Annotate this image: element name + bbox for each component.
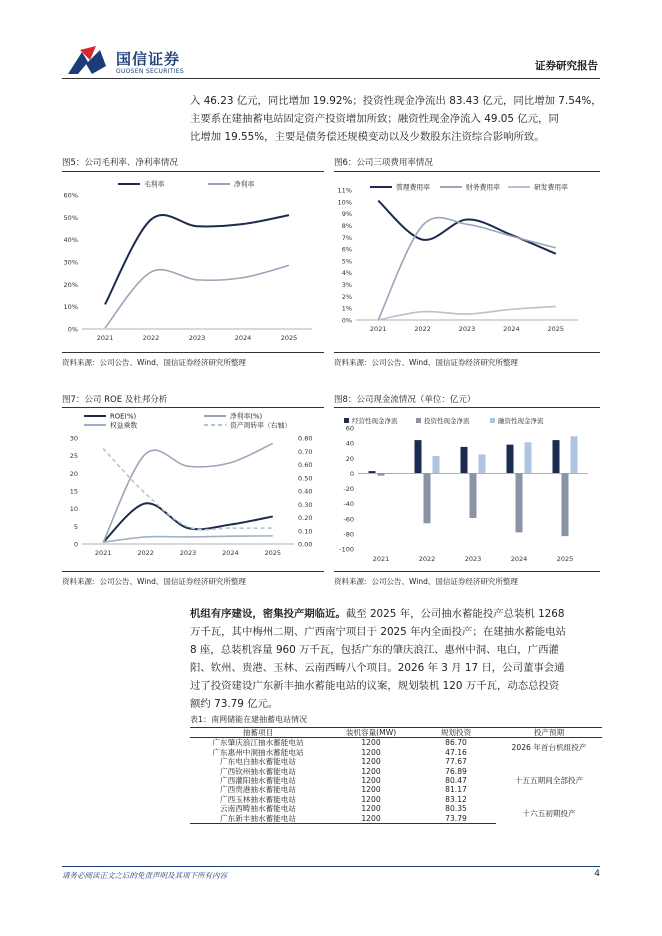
legend-label: 经营性现金净流: [352, 417, 398, 425]
fig5-chart: [62, 174, 324, 350]
y-tick-label: 0%: [67, 325, 78, 334]
y-tick-label: 6%: [341, 245, 352, 254]
fig6-source: 资料来源：公司公告、Wind、国信证券经济研究所整理: [334, 358, 518, 367]
bar: [424, 473, 431, 523]
series-line: [103, 536, 273, 542]
fig6-title: 图6：公司三项费用率情况: [334, 158, 433, 168]
y-tick-label: 40%: [63, 236, 78, 245]
body-line: 过了投资建设广东新丰抽水蓄能电站的议案，规划装机 120 万千瓦，动态总投资: [190, 680, 560, 692]
fig6-bottom-rule: [334, 352, 600, 353]
schedule-cell: 十五五期间全部投产: [514, 776, 584, 786]
table-row: [190, 804, 602, 813]
project-cell: 广东惠州中洞抽水蓄能电站: [212, 747, 304, 757]
footer-disclaimer: 请务必阅读正文之后的免责声明及其项下所有内容: [62, 871, 227, 880]
bar: [415, 440, 422, 473]
legend-label: 研发费用率: [534, 183, 568, 192]
table-row: [190, 757, 602, 766]
legend-label: 权益乘数: [110, 421, 138, 430]
x-tick-label: 2022: [142, 334, 160, 342]
bar: [479, 454, 486, 473]
legend-label: 财务费用率: [466, 183, 500, 192]
capacity-cell: 1200: [326, 814, 416, 824]
x-tick-label: 2023: [458, 325, 476, 333]
investment-cell: 76.89: [445, 766, 467, 776]
legend-label: 资产周转率（右轴）: [230, 421, 292, 430]
series-line: [378, 218, 556, 320]
bar: [571, 436, 578, 473]
capacity-cell: 1200: [361, 804, 381, 814]
x-tick-label: 2023: [179, 549, 197, 557]
body-line: 额约 73.79 亿元。: [190, 698, 279, 710]
y-tick-label: 0%: [341, 316, 352, 325]
legend-label: 净利率(%): [230, 412, 263, 421]
y-tick-label: 0: [349, 469, 354, 478]
body-lead: 机组有序建设，密集投产期临近。: [190, 608, 346, 620]
bar: [507, 445, 514, 474]
bar: [553, 440, 560, 473]
fig5-title: 图5：公司毛利率、净利率情况: [62, 158, 178, 168]
table-header-cell: 抽蓄项目: [190, 728, 326, 738]
investment-cell: 73.79: [416, 814, 496, 824]
y-tick-label: 5%: [341, 257, 352, 266]
investment-cell: 80.47: [445, 776, 467, 786]
table1-title: 表1：南网储能在建抽蓄电站情况: [190, 715, 308, 724]
x-tick-label: 2024: [222, 549, 239, 557]
y-tick-label: 10%: [337, 198, 352, 207]
y-tick-label: 40: [345, 439, 354, 448]
footer-rule: [62, 866, 600, 867]
capacity-cell: 1200: [361, 747, 381, 757]
logo-mark-icon: [66, 44, 112, 80]
legend-swatch: [344, 418, 349, 423]
x-tick-label: 2021: [372, 555, 390, 563]
y-tick-label: 7%: [341, 233, 352, 242]
y-tick-label: 10%: [63, 303, 78, 312]
fig5-source: 资料来源：公司公告、Wind、国信证券经济研究所整理: [62, 358, 246, 367]
y-tick-label: 60%: [63, 191, 78, 200]
legend-label: 毛利率: [144, 180, 165, 189]
legend-swatch: [416, 418, 421, 423]
x-tick-label: 2023: [464, 555, 482, 563]
x-tick-label: 2021: [94, 549, 112, 557]
y-right-tick-label: 0.40: [298, 487, 313, 496]
fig6-chart: [334, 174, 600, 350]
y-tick-label: -60: [343, 515, 354, 524]
fig8-chart: [334, 409, 600, 569]
y-tick-label: 5: [73, 522, 78, 531]
x-tick-label: 2022: [418, 555, 436, 563]
y-tick-label: 20: [69, 469, 78, 478]
y-tick-label: -20: [343, 485, 354, 493]
y-tick-label: 30: [69, 434, 78, 443]
y-tick-label: 15: [69, 487, 78, 496]
body-line: 万千瓦，其中梅州二期、广西南宁项目于 2025 年内全面投产；在建抽水蓄能电站: [190, 626, 566, 638]
project-cell: 广西灌阳抽水蓄能电站: [220, 776, 296, 786]
fig5-bottom-rule: [62, 352, 324, 353]
project-cell: 广西贵港抽水蓄能电站: [220, 785, 296, 795]
fig7-source: 资料来源：公司公告、Wind、国信证券经济研究所整理: [62, 577, 246, 586]
schedule-cell: 2026 年首台机组投产: [511, 743, 587, 753]
x-tick-label: 2024: [510, 555, 528, 563]
series-line: [105, 265, 289, 328]
y-tick-label: 20%: [63, 280, 78, 289]
company-logo: [66, 44, 112, 80]
capacity-cell: 1200: [361, 757, 381, 767]
intro-line: 比增加 19.55%，主要是债务偿还规模变动以及少数股东注资综合影响所致。: [190, 131, 545, 143]
project-cell: 广西钦州抽水蓄能电站: [220, 766, 296, 776]
series-line: [105, 215, 289, 304]
table-header-row: [190, 728, 602, 738]
bar: [433, 456, 440, 473]
report-title: 证券研究报告: [535, 60, 598, 72]
y-tick-label: -40: [343, 500, 354, 509]
series-line: [103, 449, 273, 530]
series-line: [378, 201, 556, 254]
x-tick-label: 2021: [96, 334, 114, 342]
fig8-source: 资料来源：公司公告、Wind、国信证券经济研究所整理: [334, 577, 518, 586]
y-tick-label: 8%: [341, 221, 352, 230]
body-line: 8 座，总装机容量 960 万千瓦，包括广东的肇庆浪江、惠州中洞、电白，广西灌: [190, 644, 559, 656]
y-tick-label: 50%: [63, 213, 78, 222]
table-row: [190, 738, 602, 748]
y-right-tick-label: 0.80: [298, 434, 313, 443]
bar: [562, 473, 569, 536]
fig7-chart: [62, 409, 324, 569]
x-tick-label: 2025: [547, 325, 565, 333]
y-right-tick-label: 0.10: [298, 527, 313, 536]
legend-swatch: [490, 418, 495, 423]
y-tick-label: 9%: [341, 210, 352, 219]
body-paragraph: [190, 605, 610, 713]
y-tick-label: 0: [73, 540, 78, 549]
x-tick-label: 2024: [503, 325, 520, 333]
fig8-bottom-rule: [334, 571, 600, 572]
investment-cell: 81.17: [445, 785, 467, 795]
y-right-tick-label: 0.20: [298, 514, 313, 522]
fig6-top-rule: [334, 171, 600, 172]
y-right-tick-label: 0.50: [298, 474, 313, 483]
investment-cell: 77.67: [445, 757, 467, 767]
header-rule: [62, 78, 600, 79]
legend-label: 净利率: [234, 180, 255, 189]
y-tick-label: 2%: [341, 292, 352, 301]
schedule-cell: 十六五初期投产: [522, 809, 576, 819]
logo-subtitle: GUOSEN SECURITIES: [116, 68, 185, 75]
intro-paragraph: [190, 92, 610, 146]
capacity-cell: 1200: [361, 738, 381, 748]
x-tick-label: 2025: [280, 334, 298, 342]
y-right-tick-label: 0.00: [298, 540, 313, 549]
y-tick-label: -100: [339, 545, 354, 554]
fig8-top-rule: [334, 407, 600, 408]
y-tick-label: -80: [343, 530, 354, 539]
project-cell: 广东新丰抽水蓄能电站: [190, 814, 326, 824]
project-cell: 广东肇庆浪江抽水蓄能电站: [212, 738, 304, 748]
legend-label: 融资性现金净流: [498, 417, 544, 425]
series-line: [378, 306, 556, 320]
y-tick-label: 11%: [337, 186, 352, 195]
intro-line: 入 46.23 亿元，同比增加 19.92%；投资性现金净流出 83.43 亿元，同比增加 7.54%，: [190, 95, 602, 107]
y-right-tick-label: 0.70: [298, 447, 313, 456]
table-header-cell: 规划投资: [416, 728, 496, 738]
bar: [461, 447, 468, 473]
fig7-bottom-rule: [62, 571, 324, 572]
y-right-tick-label: 0.30: [298, 500, 313, 509]
y-tick-label: 25: [69, 452, 78, 461]
y-tick-label: 1%: [341, 304, 352, 313]
body-line: 截至 2025 年，公司抽水蓄能投产总装机 1268: [345, 608, 565, 620]
x-tick-label: 2024: [234, 334, 252, 342]
fig8-title: 图8：公司现金流情况（单位：亿元）: [334, 395, 476, 405]
x-tick-label: 2021: [369, 325, 387, 333]
bar: [470, 473, 477, 518]
y-tick-label: 20: [345, 454, 354, 463]
page-number: 4: [594, 869, 600, 879]
capacity-cell: 1200: [361, 776, 381, 786]
investment-cell: 47.16: [445, 747, 467, 757]
fig7-top-rule: [62, 407, 324, 408]
x-tick-label: 2025: [556, 555, 574, 563]
body-line: 阳、钦州、贵港、玉林、云南西畴八个项目。2026 年 3 月 17 日，公司董事会通: [190, 662, 565, 674]
bar: [516, 473, 523, 532]
x-tick-label: 2025: [264, 549, 282, 557]
intro-line: 主要系在建抽蓄电站固定资产投资增加所致；融资性现金净流入 49.05 亿元，同: [190, 113, 559, 125]
x-tick-label: 2022: [414, 325, 431, 333]
legend-label: 管理费用率: [396, 183, 430, 192]
legend-label: 投资性现金净流: [424, 417, 470, 425]
investment-cell: 83.12: [445, 794, 467, 804]
project-cell: 云南西畴抽水蓄能电站: [220, 804, 296, 814]
investment-cell: 80.35: [445, 804, 467, 814]
y-tick-label: 10: [69, 505, 78, 514]
fig5-top-rule: [62, 171, 324, 172]
table1: [190, 727, 602, 824]
table-header-cell: 装机容量(MW): [326, 728, 416, 738]
bar: [525, 442, 532, 473]
investment-cell: 86.70: [445, 738, 467, 748]
legend-label: ROE(%): [110, 412, 137, 421]
capacity-cell: 1200: [361, 794, 381, 804]
capacity-cell: 1200: [361, 785, 381, 795]
table-header-cell: 投产预期: [496, 728, 602, 738]
y-right-tick-label: 0.60: [298, 461, 313, 469]
y-tick-label: 4%: [341, 269, 352, 278]
y-tick-label: 30%: [63, 258, 78, 267]
fig7-title: 图7：公司 ROE 及杜邦分析: [62, 395, 168, 405]
project-cell: 广东电白抽水蓄能电站: [220, 757, 296, 767]
project-cell: 广西玉林抽水蓄能电站: [220, 794, 296, 804]
y-tick-label: 3%: [341, 281, 352, 290]
x-tick-label: 2022: [137, 549, 154, 557]
x-tick-label: 2023: [188, 334, 206, 342]
y-tick-label: 60: [345, 424, 354, 433]
logo-text: 国信证券: [116, 50, 181, 68]
capacity-cell: 1200: [361, 766, 381, 776]
